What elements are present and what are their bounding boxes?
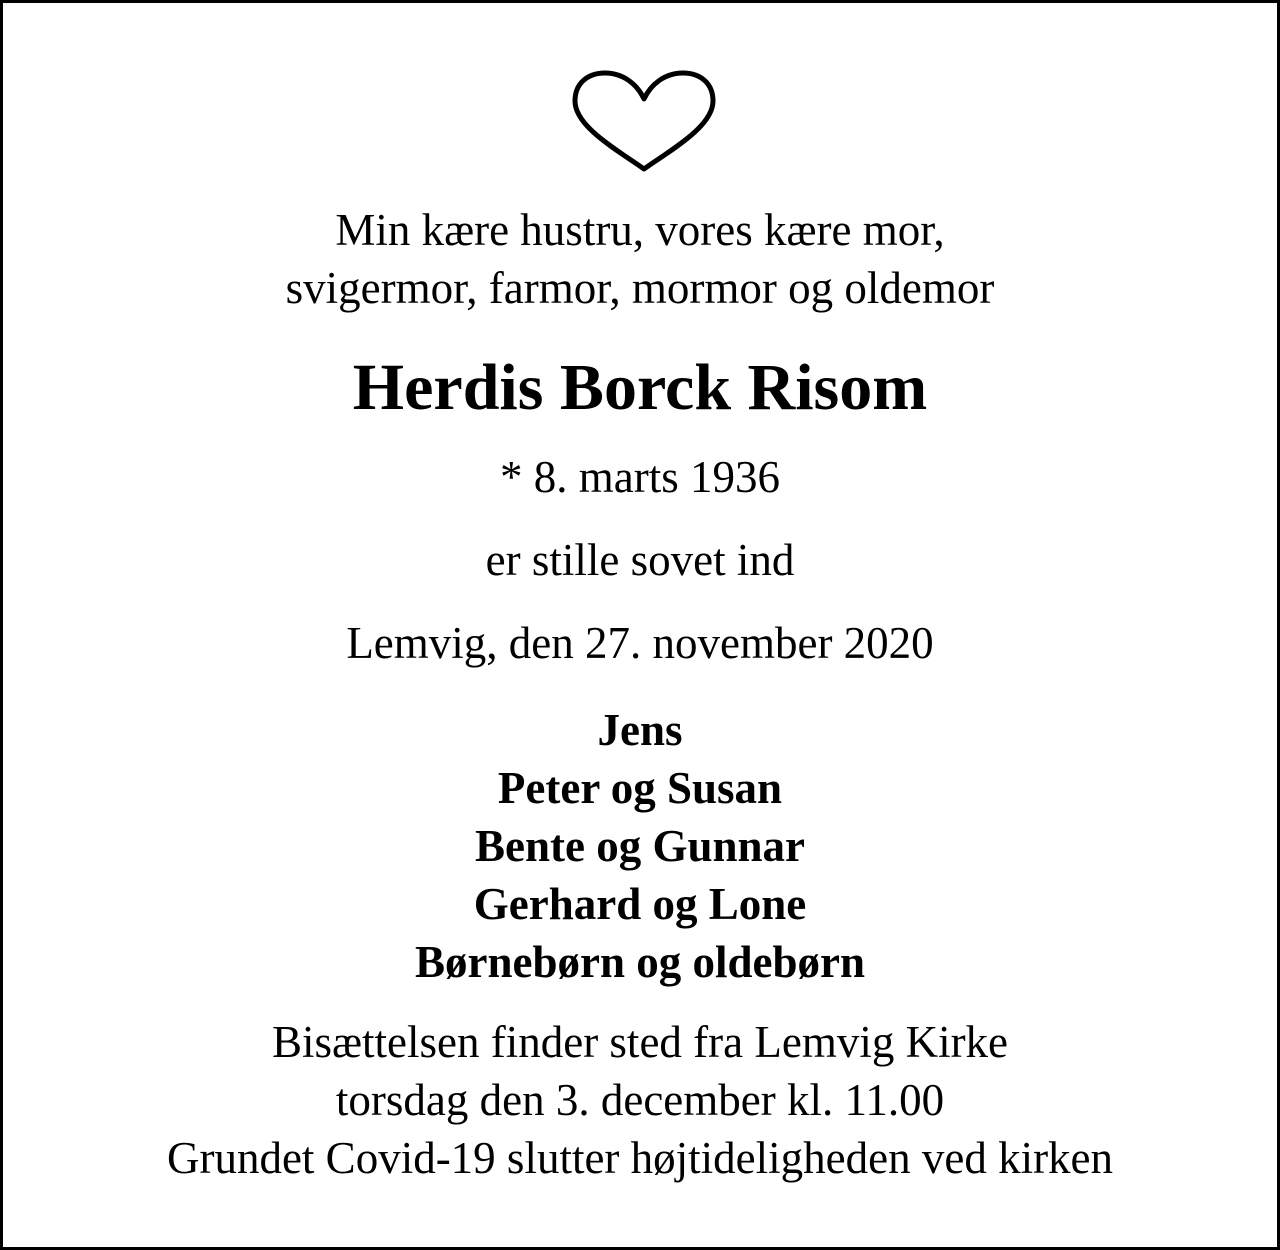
intro-line: svigermor, farmor, mormor og oldemor — [285, 263, 995, 313]
family-member: Bente og Gunnar — [474, 821, 806, 871]
birth-date: * 8. marts 1936 — [500, 452, 780, 502]
intro-line: Min kære hustru, vores kære mor, — [335, 205, 945, 255]
funeral-info-line: Bisættelsen finder sted fra Lemvig Kirke — [271, 1017, 1009, 1067]
deceased-name: Herdis Borck Risom — [352, 351, 928, 424]
funeral-info-line: torsdag den 3. december kl. 11.00 — [335, 1075, 945, 1125]
place-and-date: Lemvig, den 27. november 2020 — [346, 618, 934, 668]
family-member: Børnebørn og oldebørn — [414, 937, 866, 987]
family-member: Peter og Susan — [497, 763, 783, 813]
funeral-info-line: Grundet Covid-19 slutter højtideligheden ved kirken — [166, 1133, 1114, 1183]
passing-phrase: er stille sovet ind — [485, 535, 795, 585]
family-member: Jens — [597, 705, 683, 755]
family-member: Gerhard og Lone — [473, 879, 807, 929]
heart-outline-icon — [571, 69, 717, 173]
